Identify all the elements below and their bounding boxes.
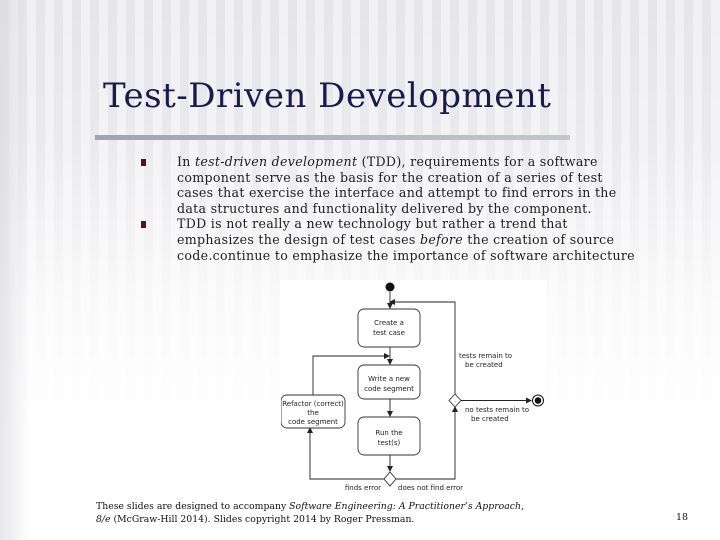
tests-remain-label: be created [465,361,503,369]
tests-remain-decision-diamond [449,394,461,407]
create-test-case-label: Create a [374,319,404,327]
footer-credit [96,500,526,526]
no-tests-remain-label: no tests remain to [465,406,530,414]
bullet-marker-icon [141,159,146,166]
footer-text: These slides are designed to accompany [96,501,290,512]
write-code-segment-label: Write a new [368,375,410,383]
footer-book-title: Software Engineering: A Practitioner’s Approach, [289,501,524,512]
finds-error-label: finds error [344,484,381,492]
title-underline [95,135,570,140]
bullet-text [177,154,640,216]
bullet-item [140,154,640,216]
tests-remain-label: tests remain to [459,352,513,360]
create-test-case-box [358,309,420,347]
bullet-text-part: (TDD), requirements for a software component serve as the basis for the creation of a series of test cases that exercise the interface and attempt to find errors in the data structures and functionality delivered by the component. [177,154,617,216]
bullet-marker-icon [141,221,146,228]
slide-title: Test-Driven Development [103,76,552,116]
bullet-text [177,216,640,263]
bullet-text-part: In [177,154,195,169]
error-decision-diamond [384,472,396,486]
start-node [386,283,395,292]
bullet-text-part: TDD is not really a new technology but rather a trend that emphasizes the design of test cases [177,216,568,247]
bullet-list [140,154,640,263]
page-number: 18 [676,512,689,523]
does-not-find-error-label: does not find error [398,484,464,492]
tdd-activity-diagram [281,280,547,492]
tdd-activity-diagram-svg [281,280,547,492]
no-tests-remain-label: be created [471,415,509,423]
refactor-label: code segment [288,418,338,426]
bullet-item [140,216,640,263]
end-node-center [535,397,542,404]
refactor-label: the [307,409,319,417]
create-test-case-label: test case [373,329,405,337]
bullet-text-emphasis: before [419,231,463,247]
background-left-shade [0,0,30,540]
bullet-text-part: the creation of source code.continue to emphasize the importance of software architecture [177,231,635,263]
write-code-segment-label: code segment [364,385,414,393]
run-tests-label: Run the [375,429,403,437]
bullet-text-emphasis: test-driven development [195,154,358,169]
footer-text: (McGraw-Hill 2014). Slides copyright 2014 by Roger Pressman. [110,514,415,525]
run-tests-label: test(s) [377,439,401,447]
refactor-label: Refactor (correct) [282,400,344,408]
footer-edition: 8/e [96,514,111,525]
